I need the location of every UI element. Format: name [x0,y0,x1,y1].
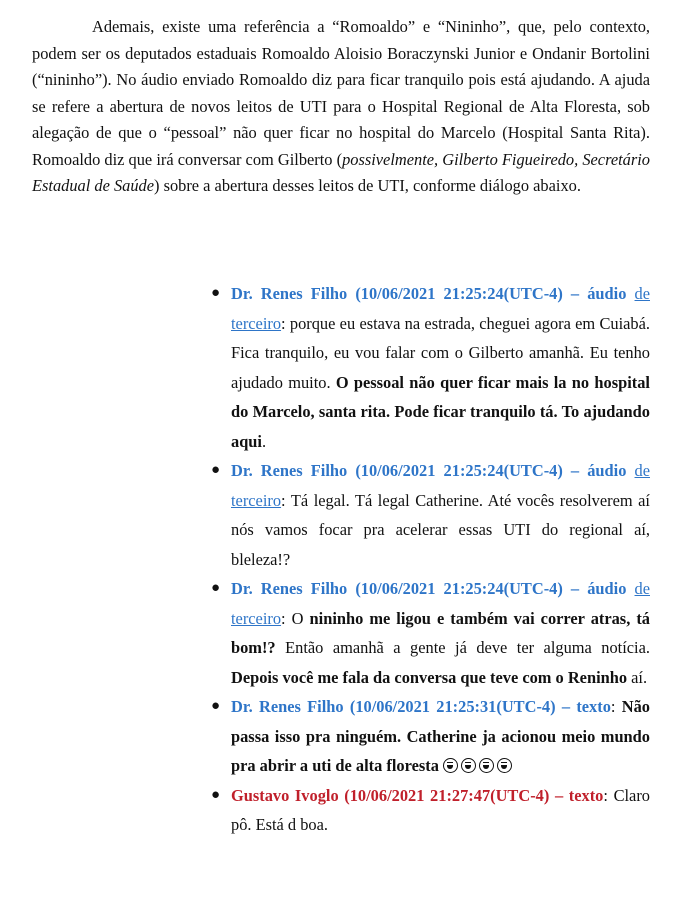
bullet-icon: ● [211,462,221,478]
third-party-link[interactable]: de terceiro [231,284,650,333]
bullet-icon: ● [211,698,221,714]
third-party-link[interactable]: de terceiro [231,461,650,510]
message-bold-text: O pessoal não quer ficar mais la no hospital do Marcelo, santa rita. Pode ficar tranquilo tá. To ajudando aqui [231,372,650,451]
message-item [208,692,650,781]
bullet-icon: ● [211,580,221,596]
intro-text-end: ) sobre a abertura desses leitos de UTI, conforme diálogo abaixo. [154,176,581,195]
message-sender: Gustavo Ivoglo (10/06/2021 21:27:47(UTC-4) – texto [231,785,604,805]
message-text: : O [281,608,310,628]
message-bold-text: Depois você me fala da conversa que teve com o Reninho [231,667,628,687]
message-item [208,781,650,840]
message-text: aí. [627,667,648,687]
message-bold-text: Não passa isso pra ninguém. Catherine ja acionou meio mundo pra abrir a uti de alta floresta [231,697,650,775]
laughing-face-icon [497,758,512,773]
intro-italic-text: possivelmente, Gilberto Figueiredo, Secretário Estadual de Saúde [32,149,650,195]
bullet-icon: ● [211,786,221,803]
laughing-face-icon [479,758,494,773]
message-item [208,574,650,692]
intro-text: Ademais, existe uma referência a “Romoaldo” e “Nininho”, que, pelo contexto, podem ser os deputados estaduais Romoaldo Aloisio Boraczynski Junior e Ondanir Bortolini (“nininho”). No áudio enviado Romoaldo diz para ficar tranquilo pois está ajudando. A ajuda se refere a abertura de novos leitos de UTI para o Hospital Regional de Alta Floresta, sob alegação de que o “pessoal” não quer ficar no hospital do Marcelo (Hospital Santa Rita). Romoaldo diz que irá conversar com Gilberto ( [32,17,650,169]
laughing-face-icon [461,758,476,773]
message-text: : porque eu estava na estrada, cheguei agora em Cuiabá. Fica tranquilo, eu vou falar com o Gilberto amanhã. Eu tenho ajudado muito. [231,313,650,392]
message-item [208,456,650,574]
intro-paragraph [32,14,650,200]
message-text: : Tá legal. Tá legal Catherine. Até vocês resolverem aí nós vamos focar pra acelerar essas UTI do regional aí, bleleza!? [231,490,650,569]
message-sender: Dr. Renes Filho (10/06/2021 21:25:24(UTC-4) – áudio [231,461,627,480]
third-party-link[interactable]: de terceiro [231,579,650,628]
message-text: : [610,697,622,716]
laughing-face-icon [443,758,458,773]
message-sender: Dr. Renes Filho (10/06/2021 21:25:24(UTC-4) – áudio [231,284,627,303]
message-bold-text: nininho me ligou e também vai correr atras, tá bom!? [231,608,650,657]
message-item [208,279,650,456]
message-sender: Dr. Renes Filho (10/06/2021 21:25:31(UTC-4) – texto [231,697,611,716]
bullet-icon: ● [211,285,221,301]
message-text: . [261,431,267,451]
message-text: Então amanhã a gente já deve ter alguma notícia. [275,638,650,657]
message-list [208,279,650,840]
message-text: : Claro pô. Está d boa. [231,785,650,834]
message-sender: Dr. Renes Filho (10/06/2021 21:25:24(UTC-4) – áudio [231,579,627,598]
